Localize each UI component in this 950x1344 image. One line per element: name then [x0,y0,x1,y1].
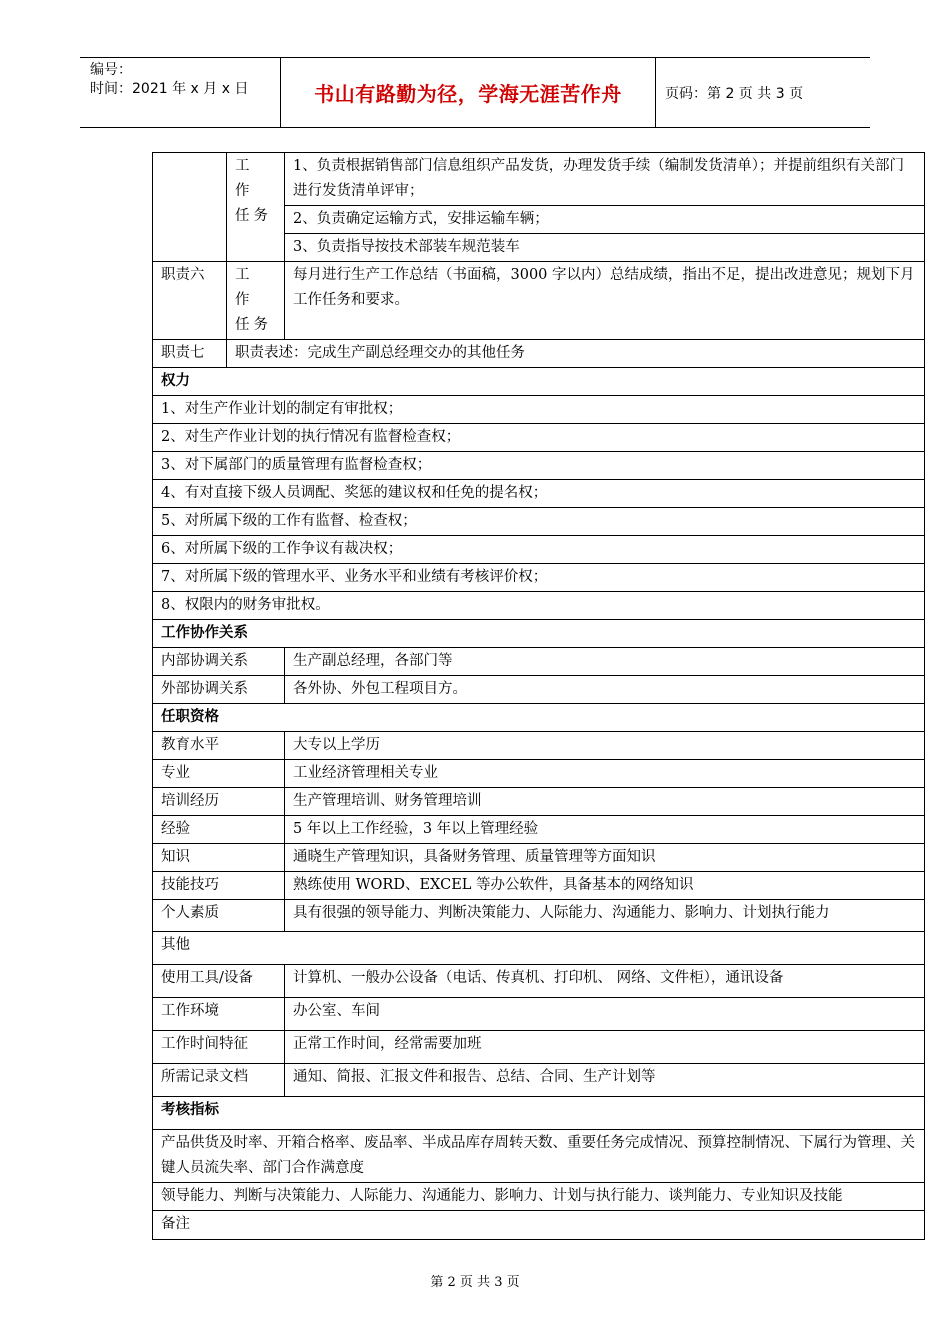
task-item: 1、负责根据销售部门信息组织产品发货，办理发货手续（编制发货清单）；并提前组织有关部门进行发货清单评审； [285,153,925,206]
duty7-text: 职责表述：完成生产副总经理交办的其他任务 [227,340,925,368]
list-item [153,592,925,620]
table-row [153,340,925,368]
table-row [153,900,925,932]
table-row [153,872,925,900]
assessment-item: 产品供货及时率、开箱合格率、废品率、半成品库存周转天数、重要任务完成情况、预算控制情况、下属行为管理、关键人员流失率、部门合作满意度 [153,1130,925,1183]
powers-title: 权力 [153,368,925,396]
header-meta [90,61,280,99]
power-item: 2、对生产作业计划的执行情况有监督检查权； [153,424,925,452]
document-date-label: 时间：2021 年 x 月 x 日 [90,81,249,97]
row-label: 专业 [153,760,285,788]
header-motto: 书山有路勤为径，学海无涯苦作舟 [314,82,622,106]
table-row [153,732,925,760]
table-row [153,760,925,788]
empty-cell [153,153,227,262]
power-item: 3、对下属部门的质量管理有监督检查权； [153,452,925,480]
row-value: 各外协、外包工程项目方。 [285,676,925,704]
section-header-row [153,1097,925,1130]
list-item [153,452,925,480]
list-item [153,508,925,536]
duty6-label: 职责六 [153,262,227,340]
row-value: 工业经济管理相关专业 [285,760,925,788]
table-row [153,676,925,704]
list-item [153,396,925,424]
power-item: 5、对所属下级的工作有监督、检查权； [153,508,925,536]
qualifications-title: 任职资格 [153,704,925,732]
row-label: 个人素质 [153,900,285,932]
row-label: 技能技巧 [153,872,285,900]
other-title: 其他 [153,932,925,965]
row-value: 熟练使用 WORD、EXCEL 等办公软件，具备基本的网络知识 [285,872,925,900]
task-item: 3、负责指导按技术部装车规范装车 [285,234,925,262]
row-value: 5 年以上工作经验，3 年以上管理经验 [285,816,925,844]
header-divider [655,58,656,127]
section-header-row [153,368,925,396]
power-item: 6、对所属下级的工作争议有裁决权； [153,536,925,564]
page-header [80,57,870,128]
list-item [153,536,925,564]
row-label: 知识 [153,844,285,872]
row-label: 经验 [153,816,285,844]
row-value: 办公室、车间 [285,998,925,1031]
table-row [153,1031,925,1064]
row-value: 具有很强的领导能力、判断决策能力、人际能力、沟通能力、影响力、计划执行能力 [285,900,925,932]
table-row [153,816,925,844]
section-header-row [153,704,925,732]
list-item [153,480,925,508]
power-item: 1、对生产作业计划的制定有审批权； [153,396,925,424]
power-item: 4、有对直接下级人员调配、奖惩的建议权和任免的提名权； [153,480,925,508]
row-label: 外部协调关系 [153,676,285,704]
cooperation-title: 工作协作关系 [153,620,925,648]
table-row [153,1064,925,1097]
row-label: 培训经历 [153,788,285,816]
row-label: 教育水平 [153,732,285,760]
table-row [153,998,925,1031]
table-row [153,965,925,998]
table-row [153,648,925,676]
table-row [153,262,925,340]
duty6-text: 每月进行生产工作总结（书面稿，3000 字以内）总结成绩，指出不足，提出改进意见；规划下月工作任务和要求。 [285,262,925,340]
row-value: 正常工作时间，经常需要加班 [285,1031,925,1064]
row-value: 通知、简报、汇报文件和报告、总结、合同、生产计划等 [285,1064,925,1097]
table-row [153,844,925,872]
section-header-row [153,620,925,648]
table-row [153,788,925,816]
row-value: 生产副总经理，各部门等 [285,648,925,676]
list-item [153,564,925,592]
job-description-table [152,152,925,1240]
row-label: 内部协调关系 [153,648,285,676]
row-label: 使用工具/设备 [153,965,285,998]
duty7-label: 职责七 [153,340,227,368]
list-item [153,424,925,452]
assessment-item: 领导能力、判断与决策能力、人际能力、沟通能力、影响力、计划与执行能力、谈判能力、专业知识及技能 [153,1183,925,1211]
row-value: 计算机、一般办公设备（电话、传真机、打印机、 网络、文件柜），通讯设备 [285,965,925,998]
row-value: 大专以上学历 [285,732,925,760]
remarks-label: 备注 [153,1211,925,1240]
assessment-title: 考核指标 [153,1097,925,1130]
duty6-task-label: 工 作 任务 [227,262,285,340]
row-label: 工作时间特征 [153,1031,285,1064]
list-item [153,1183,925,1211]
power-item: 7、对所属下级的管理水平、业务水平和业绩有考核评价权； [153,564,925,592]
document-number-label: 编号： [90,62,132,78]
row-value: 生产管理培训、财务管理培训 [285,788,925,816]
page-footer: 第 2 页 共 3 页 [430,1275,520,1290]
header-page-label: 页码：第 2 页 共 3 页 [665,85,804,102]
power-item: 8、权限内的财务审批权。 [153,592,925,620]
table-row [153,1211,925,1240]
task-item: 2、负责确定运输方式，安排运输车辆； [285,206,925,234]
row-label: 所需记录文档 [153,1064,285,1097]
row-label: 工作环境 [153,998,285,1031]
task-label: 工 作 任务 [227,153,285,262]
table-row [153,153,925,206]
list-item [153,1130,925,1183]
row-value: 通晓生产管理知识，具备财务管理、质量管理等方面知识 [285,844,925,872]
section-header-row [153,932,925,965]
